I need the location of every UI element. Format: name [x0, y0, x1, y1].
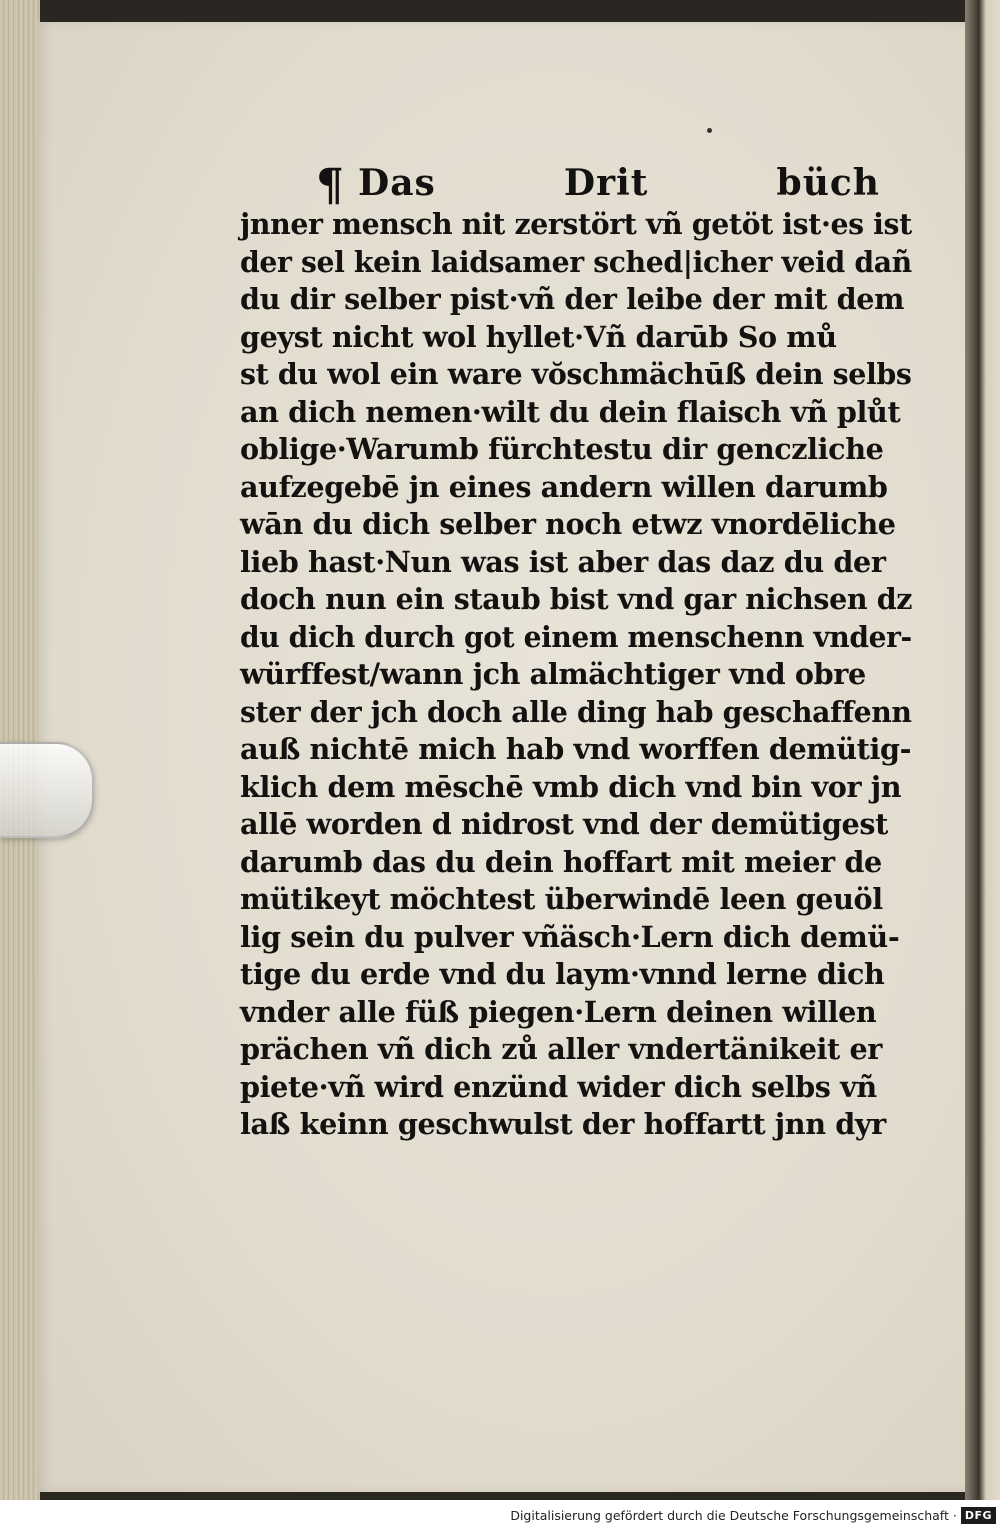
text-line: tige du erde vnd du laym·vnnd lerne dich — [240, 957, 885, 991]
text-line: laß keinn geschwulst der hoffartt jnn dyr — [240, 1107, 886, 1141]
running-head — [240, 160, 920, 211]
text-line: ster der jch doch alle ding hab geschaffenn — [240, 694, 912, 729]
text-line: st du wol ein ware vŏschmächūß dein selbs — [240, 357, 912, 391]
text-line: wān du dich selber noch etwz vnordēliche — [240, 507, 896, 541]
text-line: doch nun ein staub bist vnd gar nichsen dz — [240, 582, 913, 616]
running-head-word: Drit — [563, 162, 649, 204]
text-lines — [240, 206, 920, 1144]
text-line: auß nichtē mich hab vnd worffen demütig- — [240, 732, 912, 766]
running-head-word: büch — [776, 162, 880, 204]
text-line: aufzegebē jn eines andern willen darumb — [240, 469, 888, 504]
dfg-logo: DFG — [961, 1507, 996, 1524]
text-line: oblige·Warumb fürchtestu dir genczliche — [240, 432, 884, 466]
text-line: darumb das du dein hoffart mit meier de — [240, 844, 882, 879]
text-line: du dich durch got einem menschenn vnder- — [240, 619, 912, 654]
text-line: prächen vñ dich zů aller vndertänikeit er — [240, 1032, 882, 1066]
digitization-footer — [0, 1500, 1000, 1531]
text-line: mütikeyt möchtest überwindē leen geuöl — [240, 882, 883, 916]
text-line: allē worden d nidrost vnd der demütigest — [240, 807, 888, 841]
text-line: der sel kein laidsamer sched|icher veid dañ — [240, 244, 912, 279]
page-clip — [0, 742, 94, 838]
text-line: lieb hast·Nun was ist aber das daz du der — [240, 544, 886, 579]
text-line: geyst nicht wol hyllet·Vñ darūb So mů — [240, 319, 837, 354]
text-line: piete·vñ wird enzünd wider dich selbs vñ — [240, 1069, 877, 1104]
text-line: an dich nemen·wilt du dein flaisch vñ plůt — [240, 394, 901, 429]
text-line: vnder alle füß piegen·Lern deinen willen — [240, 994, 877, 1029]
text-line: lig sein du pulver vñäsch·Lern dich demü- — [240, 919, 900, 954]
funding-credit: Digitalisierung gefördert durch die Deutsche Forschungsgemeinschaft · — [510, 1508, 957, 1523]
text-line: du dir selber pist·vñ der leibe der mit dem — [240, 282, 905, 316]
pilcrow-mark: ¶ — [316, 160, 345, 211]
text-line: würffest/wann jch almächtiger vnd obre — [240, 657, 866, 691]
text-line: jnner mensch nit zerstört vñ getöt ist·es ist — [240, 207, 912, 241]
text-line: klich dem mēschē vmb dich vnd bin vor jn — [240, 769, 902, 804]
ink-dot — [707, 128, 712, 133]
facing-page-gutter — [965, 0, 1000, 1500]
running-head-word: Das — [358, 162, 436, 204]
text-block — [240, 160, 920, 1144]
